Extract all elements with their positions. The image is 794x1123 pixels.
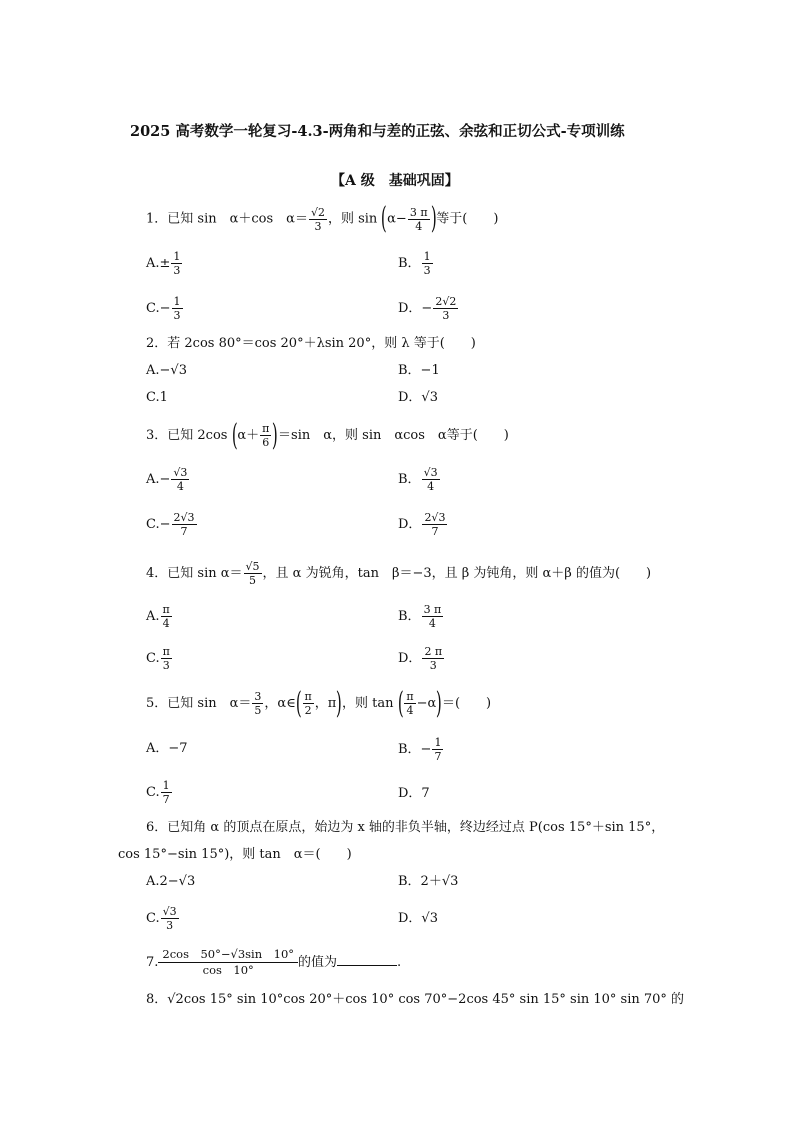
q4-a-label: A. <box>146 609 160 624</box>
q4-c-den: 3 <box>162 659 170 672</box>
q4-frac-num: √5 <box>245 560 260 573</box>
q1-inner-num: 3 π <box>409 205 428 219</box>
q4-option-b <box>398 600 444 634</box>
q3-option-b <box>398 463 441 497</box>
q3-c-den: 7 <box>180 525 188 538</box>
q4-d-fraction <box>422 645 444 672</box>
q7-label: 7. <box>146 955 159 970</box>
q5-stem-part-b: ，α∈ <box>264 696 296 711</box>
right-paren-glyph: ) <box>430 201 437 236</box>
q5-b-fraction <box>432 736 443 763</box>
q7-tail: 的值为 <box>298 955 338 970</box>
q5-tan-fraction <box>404 690 415 717</box>
q1-b-fraction <box>422 250 433 277</box>
q1-a-fraction <box>171 250 182 277</box>
question-4-stem <box>146 558 651 590</box>
left-paren-glyph: ( <box>381 201 388 236</box>
answer-blank <box>337 953 397 966</box>
question-6-line-1: 6．已知角 α 的顶点在原点，始边为 x 轴的非负半轴，终边经过点 P(cos 15°＋sin 15°， <box>146 820 665 835</box>
q3-stem-part-b: ＝sin α，则 sin αcos α等于( ) <box>278 428 509 443</box>
q5-fraction <box>252 690 263 717</box>
q4-c-label: C. <box>146 651 160 666</box>
q5-frac-den: 5 <box>254 704 262 717</box>
question-1-stem <box>146 201 499 236</box>
q4-a-den: 4 <box>162 617 170 630</box>
q6-option-b: B．2＋√3 <box>398 874 459 889</box>
q1-inner-a: α− <box>387 211 407 227</box>
q6-c-den: 3 <box>166 919 174 932</box>
q4-stem-part-a: 4．已知 sin α＝ <box>146 566 243 581</box>
q6-option-a: A.2−√3 <box>146 874 196 889</box>
q3-inner-fraction <box>260 422 271 449</box>
q1-stem-part-b: ，则 sin <box>327 211 382 227</box>
q1-inner-fraction <box>408 206 430 233</box>
q1-stem-part-c: 等于( ) <box>436 211 499 227</box>
q5-stem-part-a: 5．已知 sin α＝ <box>146 696 252 711</box>
q4-b-num: 3 π <box>423 603 442 616</box>
q6-c-num: √3 <box>162 905 177 918</box>
q1-d-den: 3 <box>442 309 450 322</box>
q1-b-label: B． <box>398 256 421 271</box>
q1-d-fraction <box>433 295 458 322</box>
q6-option-d: D．√3 <box>398 911 438 926</box>
right-paren-glyph: ) <box>436 685 443 721</box>
q1-frac-den: 3 <box>314 219 322 233</box>
q4-b-fraction <box>422 603 444 630</box>
q5-frac-num: 3 <box>254 690 262 703</box>
q5-b-den: 7 <box>434 750 442 763</box>
q5-tan-tail: −α <box>416 696 437 711</box>
q3-option-d <box>398 508 448 542</box>
question-6-line-2: cos 15°−sin 15°)，则 tan α＝( ) <box>118 847 352 862</box>
q3-a-num: √3 <box>173 466 188 479</box>
q1-a-label: A.± <box>146 256 171 271</box>
q1-fraction <box>309 206 327 233</box>
q3-inner-num: π <box>262 422 270 435</box>
left-paren-glyph: ( <box>397 685 404 721</box>
q3-d-label: D． <box>398 517 422 532</box>
q3-c-fraction <box>172 511 197 538</box>
q1-inner-den: 4 <box>415 219 423 233</box>
right-paren-glyph: ) <box>272 417 279 453</box>
q3-stem-part-a: 3．已知 2cos <box>146 428 232 443</box>
q5-b-label: B．− <box>398 742 432 757</box>
q3-inner-den: 6 <box>262 436 270 449</box>
q5-c-num: 1 <box>162 779 170 792</box>
question-3-stem <box>146 417 509 453</box>
q1-b-num: 1 <box>423 250 431 263</box>
q6-option-c <box>146 902 180 936</box>
q5-option-b <box>398 733 444 767</box>
q3-b-label: B． <box>398 472 421 487</box>
q4-option-d <box>398 642 445 676</box>
q3-d-num: 2√3 <box>424 511 446 524</box>
q4-fraction <box>244 560 262 587</box>
q1-stem-part-a: 1．已知 sin α＋cos α＝ <box>146 211 308 227</box>
q5-int-num: π <box>304 690 312 703</box>
q5-interval-fraction <box>303 690 314 717</box>
q5-c-den: 7 <box>162 793 170 806</box>
q5-stem-part-d: ＝( ) <box>441 696 492 711</box>
q6-c-label: C. <box>146 911 160 926</box>
q1-a-num: 1 <box>173 250 181 263</box>
q1-option-b <box>398 247 434 281</box>
q7-fraction <box>158 947 298 978</box>
q5-b-num: 1 <box>434 736 442 749</box>
q1-b-den: 3 <box>423 264 431 277</box>
period-glyph: . <box>397 955 402 970</box>
q3-option-a <box>146 463 190 497</box>
q4-a-fraction <box>161 603 172 630</box>
q4-c-fraction <box>161 645 172 672</box>
q5-stem-part-c: ，则 tan <box>342 696 398 711</box>
q1-frac-num: √2 <box>310 205 325 219</box>
q3-b-fraction <box>422 466 440 493</box>
section-heading: 【A 级 基础巩固】 <box>331 173 459 189</box>
q1-option-a <box>146 247 183 281</box>
q6-c-fraction <box>161 905 179 932</box>
q3-a-label: A.− <box>146 472 171 487</box>
q5-option-d: D．7 <box>398 786 430 801</box>
q3-inner-a: α＋ <box>237 428 260 443</box>
q3-c-num: 2√3 <box>173 511 195 524</box>
q5-int-tail: ，π <box>314 696 337 711</box>
q1-option-c <box>146 292 184 326</box>
right-paren-glyph: ) <box>336 685 343 721</box>
q4-option-a <box>146 600 173 634</box>
q1-d-label: D．− <box>398 301 433 316</box>
q5-tan-num: π <box>406 690 414 703</box>
q1-c-label: C.− <box>146 301 171 316</box>
q4-c-num: π <box>162 645 170 658</box>
q4-option-c <box>146 642 173 676</box>
q4-d-den: 3 <box>429 659 437 672</box>
q4-b-label: B． <box>398 609 421 624</box>
q7-num: 2cos 50°−√3sin 10° <box>158 947 298 963</box>
q4-stem-part-b: ，且 α 为锐角，tan β＝−3，且 β 为钝角，则 α＋β 的值为( ) <box>262 566 652 581</box>
q5-tan-den: 4 <box>406 704 414 717</box>
question-5-stem <box>146 685 492 721</box>
document-title: 2025 高考数学一轮复习-4.3-两角和与差的正弦、余弦和正切公式-专项训练 <box>130 123 625 140</box>
q3-option-c <box>146 508 198 542</box>
question-8-stem: 8．√2cos 15° sin 10°cos 20°＋cos 10° cos 70°−2cos 45° sin 15° sin 10° sin 70° 的 <box>146 992 685 1007</box>
q3-b-den: 4 <box>427 480 435 493</box>
q4-a-num: π <box>162 603 170 616</box>
q3-a-fraction <box>171 466 189 493</box>
q1-c-den: 3 <box>173 309 181 322</box>
q3-a-den: 4 <box>176 480 184 493</box>
q3-d-fraction <box>422 511 447 538</box>
question-2-stem: 2．若 2cos 80°＝cos 20°＋λsin 20°，则 λ 等于( ) <box>146 336 476 351</box>
q2-option-d: D．√3 <box>398 390 438 405</box>
q4-b-den: 4 <box>428 617 436 630</box>
q3-b-num: √3 <box>423 466 438 479</box>
left-paren-glyph: ( <box>295 685 302 721</box>
q4-d-num: 2 π <box>424 645 443 658</box>
q1-option-d <box>398 292 459 326</box>
q4-frac-den: 5 <box>249 574 257 587</box>
q2-option-b: B．−1 <box>398 363 440 378</box>
q1-c-fraction <box>172 295 183 322</box>
q4-d-label: D． <box>398 651 422 666</box>
left-paren-glyph: ( <box>231 417 238 453</box>
q5-c-fraction <box>161 779 172 806</box>
q1-c-num: 1 <box>173 295 181 308</box>
q5-int-den: 2 <box>304 704 312 717</box>
q3-c-label: C.− <box>146 517 171 532</box>
q7-den: cos 10° <box>202 963 254 977</box>
question-7-stem <box>146 946 401 980</box>
q2-option-c: C.1 <box>146 390 168 405</box>
q1-d-num: 2√2 <box>435 295 457 308</box>
q3-d-den: 7 <box>431 525 439 538</box>
q2-option-a: A.−√3 <box>146 363 187 378</box>
q5-option-a: A．−7 <box>146 741 188 756</box>
q5-option-c <box>146 776 173 810</box>
q1-a-den: 3 <box>173 264 181 277</box>
q5-c-label: C. <box>146 785 160 800</box>
